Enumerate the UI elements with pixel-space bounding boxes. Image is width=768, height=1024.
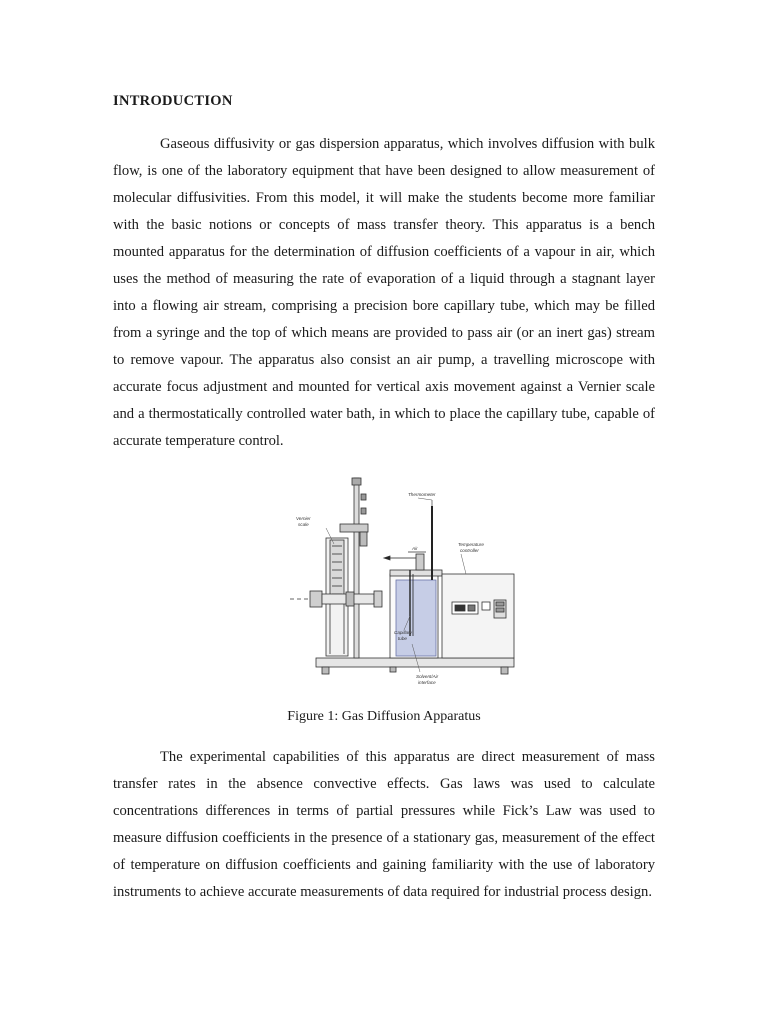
intro-paragraph: Gaseous diffusivity or gas dispersion apparatus, which involves diffusion with bulk flow, is one of the laboratory equipment that have been designed to allow measurement of molecular diffusivities. From this model, it will make the students become more familiar with the basic notions or concepts of mass transfer theory. This apparatus is a bench mounted apparatus for the determination of diffusion coefficients of a vapour in air, which uses the method of measuring the rate of evaporation of a liquid through a stagnant layer into a flowing air stream, comprising a precision bore capillary tube, which may be filled from a syringe and the top of which means are provided to pass air (or an inert gas) stream to remove vapour. The apparatus also consist an air pump, a travelling microscope with accurate focus adjustment and mounted for vertical axis movement against a Vernier scale and a thermostatically controlled water bath, in which to place the capillary tube, capable of accurate temperature control. bbox=[113, 136, 655, 449]
foot bbox=[390, 667, 396, 672]
figure-caption: Figure 1: Gas Diffusion Apparatus bbox=[287, 709, 481, 724]
label-vernier-line1: Vernier bbox=[296, 516, 311, 521]
capabilities-paragraph: The experimental capabilities of this apparatus are direct measurement of mass transfer rates in the absence convective effects. Gas laws was used to calculate concentrations differences in terms of partial pressures while Fick’s Law was used to measure diffusion coefficients in the presence of a stationary gas, measurement of the effect of temperature on diffusion coefficients and gaining familiarity with the use of laboratory instruments to achieve accurate measurements of data required for industrial process design. bbox=[113, 749, 655, 900]
label-temperature-line1: Temperature bbox=[458, 542, 484, 547]
label-capillary-line2: tube bbox=[398, 636, 407, 641]
apparatus-figure bbox=[286, 476, 526, 690]
stand-column bbox=[354, 478, 359, 658]
label-solvent-line1: Solvent/Air bbox=[416, 674, 439, 679]
foot bbox=[501, 667, 508, 674]
label-solvent-line2: interface bbox=[418, 680, 436, 685]
air-inlet bbox=[416, 554, 424, 570]
water-bath bbox=[396, 580, 436, 656]
gas-diffusion-apparatus-drawing bbox=[286, 476, 526, 690]
label-air: Air bbox=[412, 546, 418, 551]
base-plate bbox=[316, 658, 514, 667]
label-temperature-line2: controller bbox=[460, 548, 479, 553]
label-vernier-line2: scale bbox=[298, 522, 309, 527]
label-capillary-line1: Capillary bbox=[394, 630, 412, 635]
foot bbox=[322, 667, 329, 674]
section-heading: INTRODUCTION bbox=[113, 93, 233, 109]
eyepiece bbox=[310, 591, 322, 607]
label-thermometer: Thermometer bbox=[408, 492, 436, 497]
